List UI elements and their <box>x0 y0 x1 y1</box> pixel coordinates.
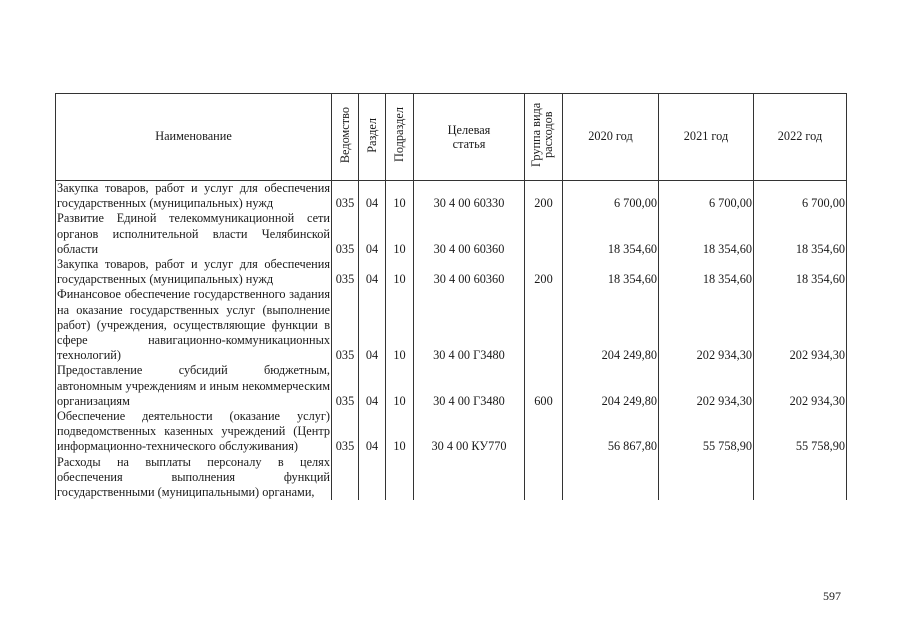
row-target-article: 30 4 00 60360 <box>414 257 525 287</box>
row-razdel: 04 <box>359 181 386 212</box>
budget-table <box>55 93 847 500</box>
header-razdel: Раздел <box>359 94 386 181</box>
row-expense-group <box>525 211 563 257</box>
header-expense-group: Группа вида расходов <box>525 94 563 181</box>
row-vedomstvo: 035 <box>332 181 359 212</box>
row-target-article: 30 4 00 Г3480 <box>414 363 525 409</box>
header-name: Наименование <box>56 94 332 181</box>
row-expense-group <box>525 455 563 501</box>
row-razdel: 04 <box>359 363 386 409</box>
row-name: Закупка товаров, работ и услуг для обеспечения государственных (муниципальных) нужд <box>57 257 330 287</box>
row-value-2021 <box>659 455 754 501</box>
row-vedomstvo: 035 <box>332 363 359 409</box>
header-podrazdel: Подраздел <box>386 94 414 181</box>
row-value-2020: 56 867,80 <box>563 409 659 455</box>
row-value-2021: 18 354,60 <box>659 257 754 287</box>
row-expense-group: 200 <box>525 257 563 287</box>
header-target-article: Целевая статья <box>414 94 525 181</box>
row-value-2022: 202 934,30 <box>754 287 847 363</box>
row-vedomstvo: 035 <box>332 287 359 363</box>
table-row <box>56 409 847 455</box>
row-value-2022: 18 354,60 <box>754 211 847 257</box>
row-value-2022: 55 758,90 <box>754 409 847 455</box>
row-name: Предоставление субсидий бюджетным, автономным учреждениям и иным некоммерческим организациям <box>57 363 330 408</box>
row-expense-group <box>525 409 563 455</box>
row-name: Финансовое обеспечение государственного задания на оказание государственных услуг (выполнение работ) (учреждения, осуществляющие функции в сфере навигационно-коммуникационных технологий) <box>57 287 330 363</box>
table-row <box>56 287 847 363</box>
row-value-2020: 6 700,00 <box>563 181 659 212</box>
row-target-article: 30 4 00 60330 <box>414 181 525 212</box>
row-target-article <box>414 455 525 501</box>
row-vedomstvo: 035 <box>332 257 359 287</box>
row-target-article: 30 4 00 Г3480 <box>414 287 525 363</box>
table-row <box>56 363 847 409</box>
row-expense-group <box>525 287 563 363</box>
header-vedomstvo: Ведомство <box>332 94 359 181</box>
row-value-2022: 202 934,30 <box>754 363 847 409</box>
row-value-2022: 6 700,00 <box>754 181 847 212</box>
row-value-2021: 202 934,30 <box>659 287 754 363</box>
row-name: Расходы на выплаты персоналу в целях обеспечения выполнения функций государственными (муниципальными) органами, <box>57 454 330 500</box>
row-vedomstvo: 035 <box>332 211 359 257</box>
row-podrazdel: 10 <box>386 363 414 409</box>
row-value-2021: 55 758,90 <box>659 409 754 455</box>
row-value-2022 <box>754 455 847 501</box>
row-name: Развитие Единой телекоммуникационной сети органов исполнительной власти Челябинской области <box>57 211 330 256</box>
row-razdel <box>359 455 386 501</box>
row-podrazdel: 10 <box>386 409 414 455</box>
row-vedomstvo: 035 <box>332 409 359 455</box>
row-value-2022: 18 354,60 <box>754 257 847 287</box>
page-number: 597 <box>823 589 841 603</box>
row-value-2020: 18 354,60 <box>563 211 659 257</box>
row-expense-group: 600 <box>525 363 563 409</box>
header-year-2020: 2020 год <box>563 94 659 181</box>
row-target-article: 30 4 00 КУ770 <box>414 409 525 455</box>
row-razdel: 04 <box>359 287 386 363</box>
table-row <box>56 181 847 212</box>
row-value-2021: 18 354,60 <box>659 211 754 257</box>
row-razdel: 04 <box>359 211 386 257</box>
row-podrazdel: 10 <box>386 287 414 363</box>
row-value-2021: 6 700,00 <box>659 181 754 212</box>
row-expense-group: 200 <box>525 181 563 212</box>
row-podrazdel: 10 <box>386 257 414 287</box>
table-row <box>56 257 847 287</box>
row-name: Обеспечение деятельности (оказание услуг) подведомственных казенных учреждений (Центр информационно-технического обслуживания) <box>57 409 330 454</box>
row-target-article: 30 4 00 60360 <box>414 211 525 257</box>
table-header-row <box>56 94 847 181</box>
header-year-2022: 2022 год <box>754 94 847 181</box>
header-year-2021: 2021 год <box>659 94 754 181</box>
row-podrazdel: 10 <box>386 181 414 212</box>
row-name: Закупка товаров, работ и услуг для обеспечения государственных (муниципальных) нужд <box>57 181 330 211</box>
row-vedomstvo <box>332 455 359 501</box>
row-value-2020 <box>563 455 659 501</box>
row-value-2021: 202 934,30 <box>659 363 754 409</box>
table-row <box>56 211 847 257</box>
table-row-continuation <box>56 455 847 501</box>
row-podrazdel <box>386 455 414 501</box>
row-value-2020: 204 249,80 <box>563 287 659 363</box>
row-value-2020: 204 249,80 <box>563 363 659 409</box>
row-razdel: 04 <box>359 409 386 455</box>
row-value-2020: 18 354,60 <box>563 257 659 287</box>
row-podrazdel: 10 <box>386 211 414 257</box>
row-razdel: 04 <box>359 257 386 287</box>
